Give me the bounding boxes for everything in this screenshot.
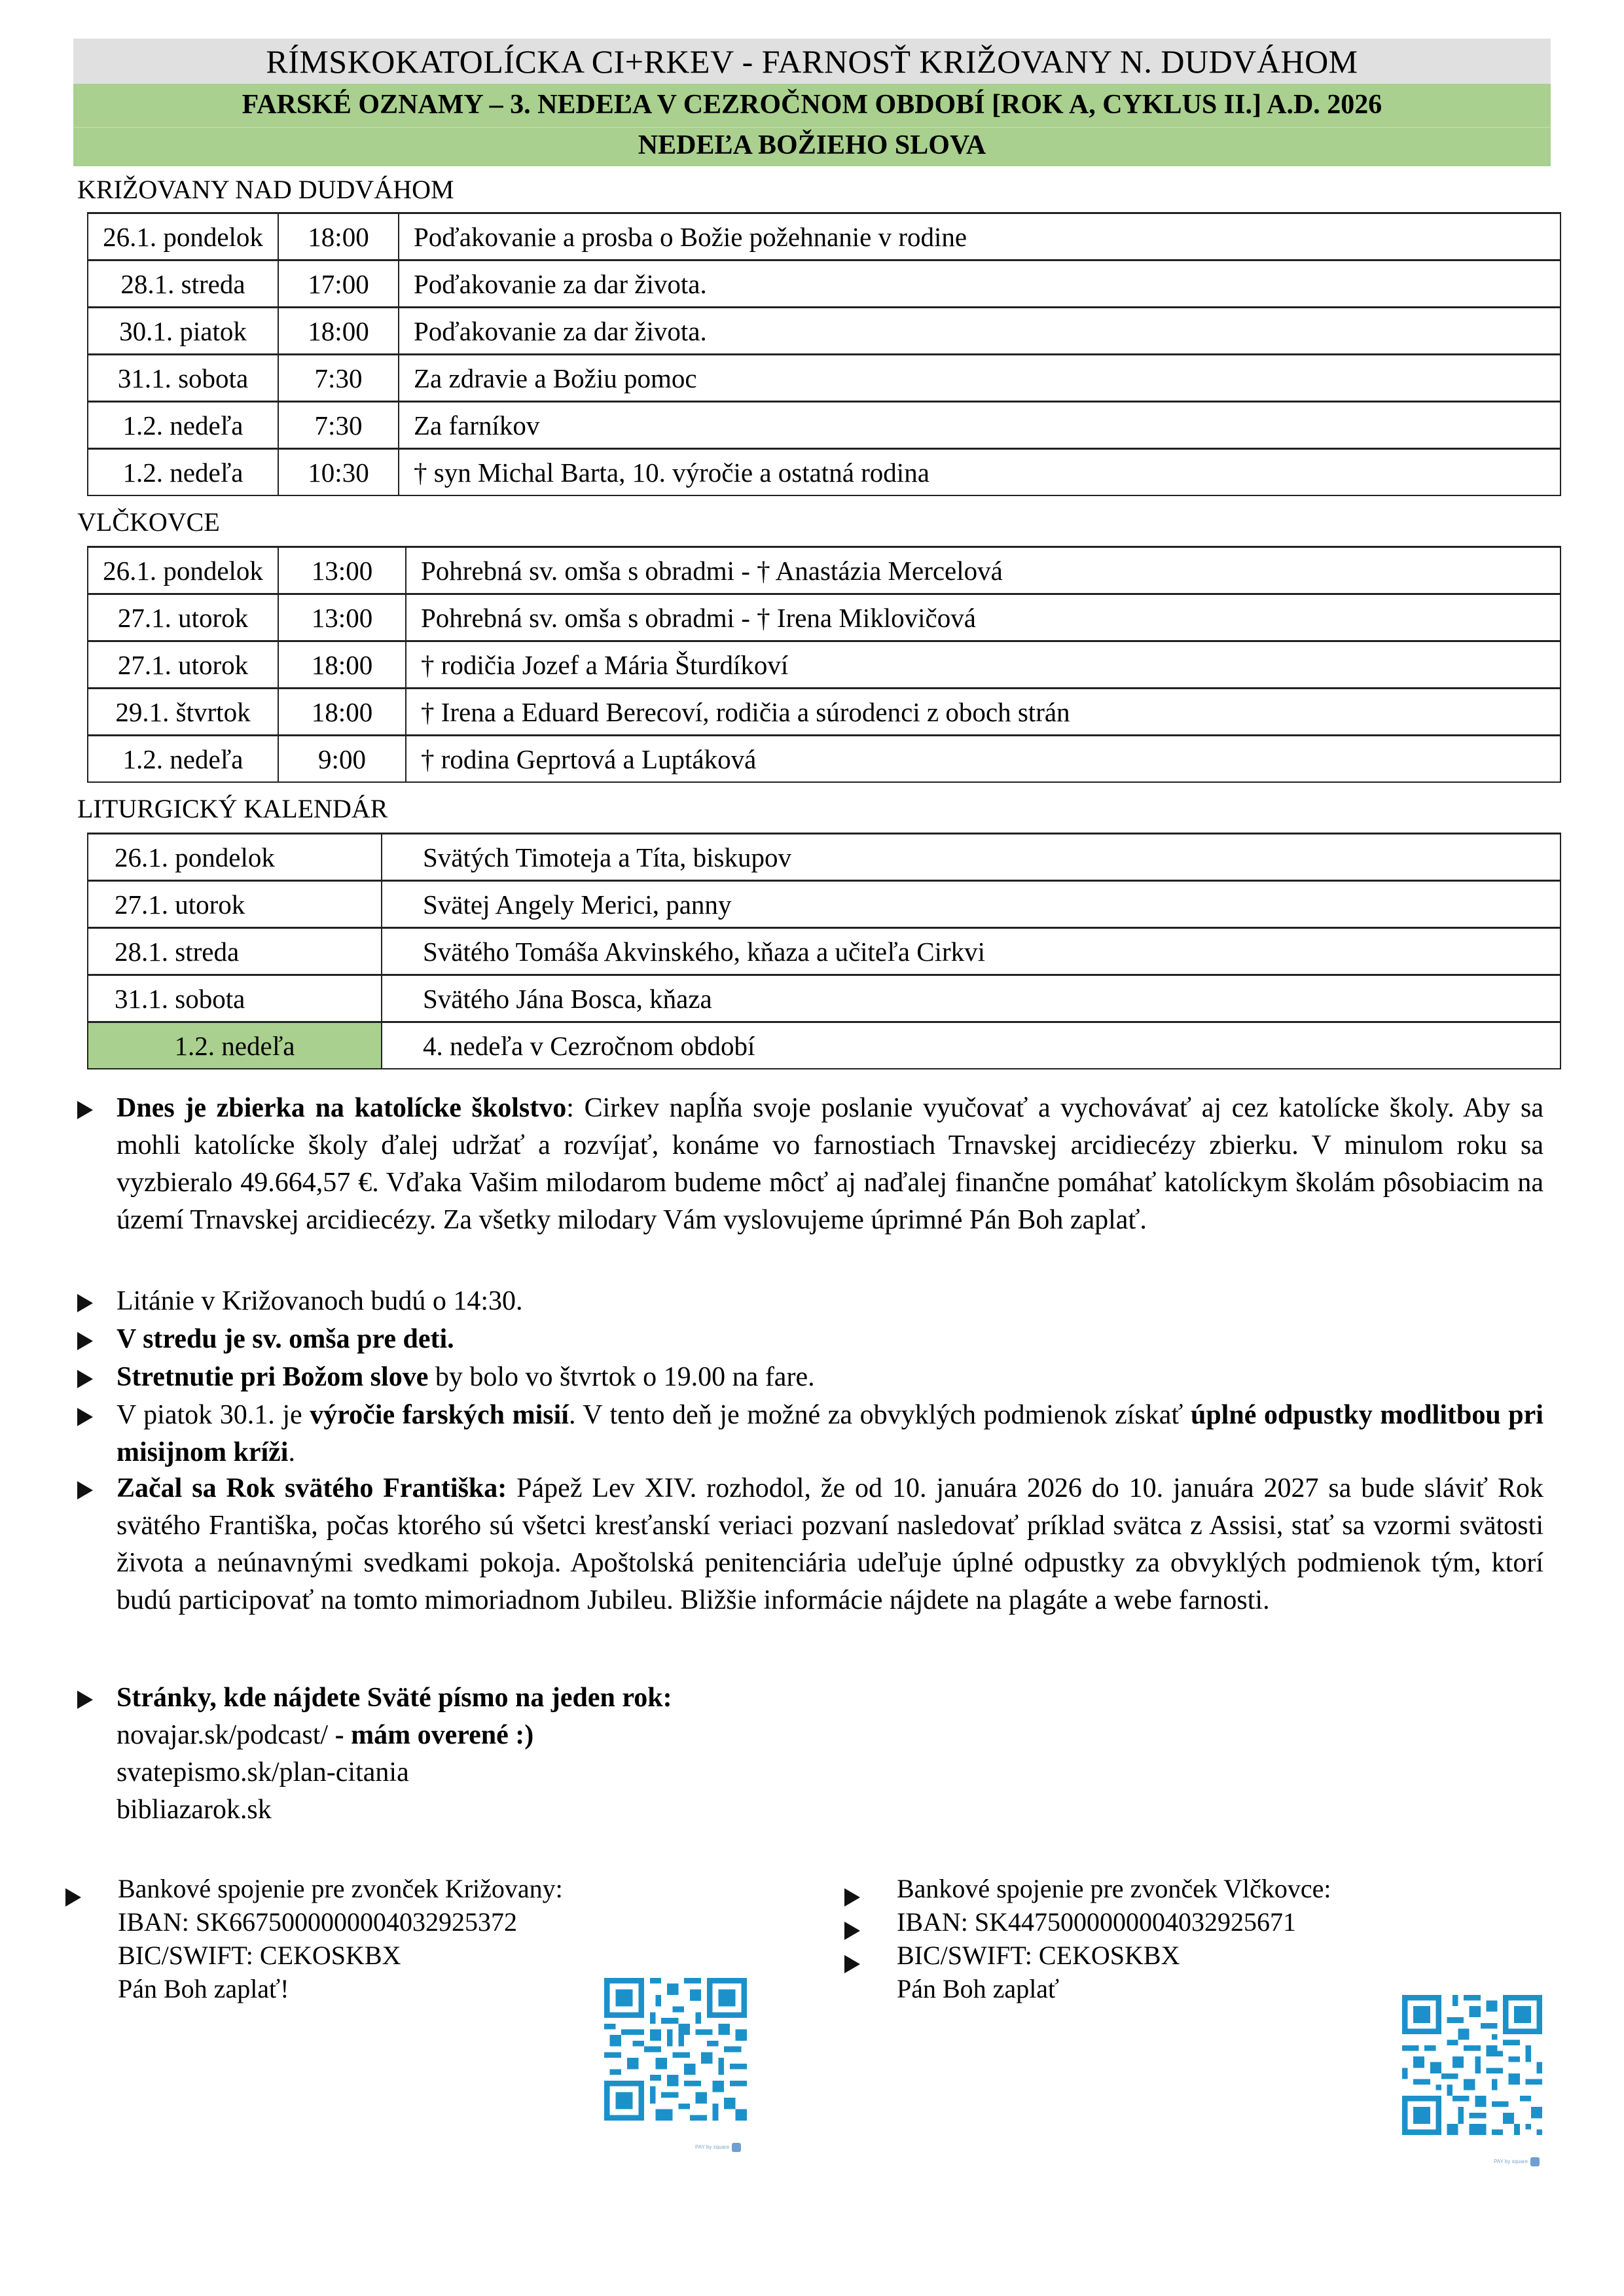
table-row	[88, 641, 1561, 689]
day-cell: 28.1. streda	[88, 260, 278, 308]
day-cell: 31.1. sobota	[88, 355, 278, 402]
intention-cell: † rodina Geprtová a Luptáková	[406, 736, 1561, 783]
time-cell: 9:00	[278, 736, 406, 783]
arrow-bullet-icon	[77, 1397, 103, 1434]
intention-cell: Za farníkov	[399, 402, 1561, 449]
table-row	[88, 260, 1561, 308]
intention-cell: Poďakovanie a prosba o Božie požehnanie v rodine	[399, 213, 1561, 260]
thanks: Pán Boh zaplať!	[118, 1974, 289, 2003]
table-row	[88, 449, 1561, 496]
thanks: Pán Boh zaplať	[897, 1974, 1060, 2003]
announcement-heading: Stránky, kde nájdete Sväté písmo na jeden rok:	[117, 1683, 672, 1713]
parish-title-bar	[73, 39, 1551, 84]
announcement-text: Litánie v Križovanoch budú o 14:30.	[117, 1286, 523, 1316]
intention-cell: † Irena a Eduard Berecoví, rodičia a súrodenci z oboch strán	[406, 689, 1561, 736]
table-row	[88, 689, 1561, 736]
arrow-bullet-icon	[77, 1679, 103, 1717]
time-cell: 10:30	[278, 449, 399, 496]
table-row	[88, 402, 1561, 449]
arrow-bullet-icon	[77, 1470, 103, 1507]
intention-cell: † syn Michal Barta, 10. výročie a ostatná rodina	[399, 449, 1561, 496]
pay-label: PAY by square	[1494, 2159, 1528, 2165]
announcement-text: by bolo vo štvrtok o 19.00 na fare.	[428, 1362, 815, 1392]
link-note: - mám overené :)	[328, 1720, 534, 1750]
announcement-heading: výročie farských misií	[310, 1400, 569, 1430]
announcement-heading: Dnes je zbierka na katolícke školstvo	[117, 1093, 567, 1123]
arrow-bullet-icon	[77, 1359, 103, 1396]
parish-title: RÍMSKOKATOLÍCKA CI+RKEV - FARNOSŤ KRIŽOVANY N. DUDVÁHOM	[266, 43, 1358, 80]
qr-code-vlckovce	[1402, 1995, 1542, 2135]
pay-by-square-icon	[1530, 2157, 1540, 2166]
day-cell: 30.1. piatok	[88, 308, 278, 355]
table-row-highlighted	[88, 1022, 1561, 1069]
section-title-calendar: LITURGICKÝ KALENDÁR	[77, 794, 388, 823]
announcement-missions	[77, 1397, 1543, 1471]
day-cell-highlighted: 1.2. nedeľa	[88, 1022, 382, 1069]
sunday-name: NEDEĽA BOŽIEHO SLOVA	[638, 130, 986, 160]
header-divider	[73, 127, 1551, 128]
time-cell: 13:00	[278, 594, 406, 641]
table-row	[88, 355, 1561, 402]
bank-info-vlckovce	[844, 1872, 1331, 2005]
section-title-krizovany: KRIŽOVANY NAD DUDVÁHOM	[77, 175, 454, 204]
time-cell: 18:00	[278, 641, 406, 689]
intention-cell: Za zdravie a Božiu pomoc	[399, 355, 1561, 402]
pay-by-square-label-krizovany	[695, 2143, 741, 2152]
day-cell: 1.2. nedeľa	[88, 402, 278, 449]
pay-by-square-icon	[732, 2143, 741, 2152]
feast-cell: Svätej Angely Merici, panny	[382, 881, 1561, 928]
feast-cell: 4. nedeľa v Cezročnom období	[382, 1022, 1561, 1069]
qr-code-krizovany	[604, 1978, 747, 2121]
table-row	[88, 834, 1561, 881]
day-cell: 1.2. nedeľa	[88, 449, 278, 496]
time-cell: 17:00	[278, 260, 399, 308]
link-svatepismo[interactable]: svatepismo.sk/plan-citania	[117, 1757, 409, 1787]
announcement-year-of-francis	[77, 1470, 1543, 1619]
link-novajar[interactable]: novajar.sk/podcast/	[117, 1720, 329, 1750]
iban: IBAN: SK6675000000004032925372	[118, 1907, 518, 1937]
announcement-title-bar	[73, 84, 1551, 166]
link-bibliazarok[interactable]: bibliazarok.sk	[117, 1795, 272, 1825]
liturgical-calendar-table	[87, 833, 1561, 1069]
announcement-text: . V tento deň je možné za obvyklých podmienok získať	[568, 1400, 1191, 1430]
announcement-text: V piatok 30.1. je	[117, 1400, 310, 1430]
table-row	[88, 975, 1561, 1022]
table-row	[88, 594, 1561, 641]
bic: BIC/SWIFT: CEKOSKBX	[897, 1941, 1180, 1970]
intention-cell: † rodičia Jozef a Mária Šturdíkoví	[406, 641, 1561, 689]
arrow-bullet-icon	[77, 1090, 103, 1127]
announcement-bible-websites	[77, 1679, 1543, 1829]
time-cell: 18:00	[278, 308, 399, 355]
table-row	[88, 928, 1561, 975]
time-cell: 7:30	[278, 402, 399, 449]
announcement-emphasis: úplné odpustky modlitbou pri misijnom kríži	[117, 1400, 1543, 1467]
table-row	[88, 881, 1561, 928]
arrow-bullet-icon	[77, 1283, 103, 1320]
announcement-title: FARSKÉ OZNAMY – 3. NEDEĽA V CEZROČNOM OBDOBÍ [ROK A, CYKLUS II.] A.D. 2026	[242, 90, 1382, 120]
day-cell: 26.1. pondelok	[88, 834, 382, 881]
announcement-bible-meeting	[77, 1359, 1543, 1396]
table-row	[88, 736, 1561, 783]
feast-cell: Svätých Timoteja a Títa, biskupov	[382, 834, 1561, 881]
day-cell: 26.1. pondelok	[88, 213, 278, 260]
bank-title: Bankové spojenie pre zvonček Križovany:	[118, 1874, 563, 1903]
day-cell: 29.1. štvrtok	[88, 689, 278, 736]
announcement-children-mass	[77, 1321, 1543, 1358]
section-title-vlckovce: VLČKOVCE	[77, 507, 220, 537]
table-row	[88, 213, 1561, 260]
arrow-bullet-icon	[77, 1321, 103, 1358]
intention-cell: Poďakovanie za dar života.	[399, 260, 1561, 308]
bic: BIC/SWIFT: CEKOSKBX	[118, 1941, 401, 1970]
day-cell: 27.1. utorok	[88, 641, 278, 689]
intention-cell: Pohrebná sv. omša s obradmi - † Anastázia Mercelová	[406, 547, 1561, 594]
announcement-text: Pápež Lev XIV. rozhodol, že od 10. januára 2026 do 10. januára 2027 sa bude sláviť Rok svätého Františka, počas ktorého sú všetci kresťanskí veriaci pozvaní nasledovať príklad svätca z Assisi, stať sa vzormi svätosti života a neúnavnými svedkami pokoja. Apoštolská penitenciária udeľuje úplné odpustky za obvyklých podmienok tým, ktorí budú participovať na tomto mimoriadnom Jubileu. Bližšie informácie nájdete na plagáte a webe farnosti.	[117, 1473, 1543, 1615]
day-cell: 31.1. sobota	[88, 975, 382, 1022]
announcement-litanies	[77, 1283, 1543, 1320]
day-cell: 26.1. pondelok	[88, 547, 278, 594]
time-cell: 7:30	[278, 355, 399, 402]
day-cell: 1.2. nedeľa	[88, 736, 278, 783]
pay-by-square-label-vlckovce	[1494, 2157, 1540, 2166]
time-cell: 18:00	[278, 213, 399, 260]
day-cell: 27.1. utorok	[88, 881, 382, 928]
time-cell: 18:00	[278, 689, 406, 736]
pay-label: PAY by square	[695, 2144, 730, 2151]
day-cell: 27.1. utorok	[88, 594, 278, 641]
announcement-text: : Cirkev napĺňa svoje poslanie vyučovať a vychovávať aj cez katolícke školy. Aby sa mohli katolícke školy ďalej udržať a rozvíjať, konáme vo farnostiach Trnavskej arcidiecézy zbierku. V minulom roku sa vyzbieralo 49.664,57 €. Vďaka Vašim milodarom budeme môcť aj naďalej finančne pomáhať katolíckym školám pôsobiacim na území Trnavskej arcidiecézy. Za všetky milodary Vám vyslovujeme úprimné Pán Boh zaplať.	[117, 1093, 1543, 1235]
iban: IBAN: SK4475000000004032925671	[897, 1907, 1297, 1937]
intention-cell: Poďakovanie za dar života.	[399, 308, 1561, 355]
announcement-heading: Stretnutie pri Božom slove	[117, 1362, 429, 1392]
krizovany-mass-table	[87, 212, 1561, 496]
feast-cell: Svätého Tomáša Akvinského, kňaza a učiteľa Cirkvi	[382, 928, 1561, 975]
announcement-heading: Začal sa Rok svätého Františka:	[117, 1473, 507, 1503]
vlckovce-mass-table	[87, 546, 1561, 783]
intention-cell: Pohrebná sv. omša s obradmi - † Irena Miklovičová	[406, 594, 1561, 641]
bank-info-krizovany	[65, 1872, 563, 2005]
announcement-heading: V stredu je sv. omša pre deti.	[117, 1324, 454, 1354]
table-row	[88, 547, 1561, 594]
announcement-text: .	[288, 1437, 295, 1467]
announcement-collection	[77, 1090, 1543, 1239]
day-cell: 28.1. streda	[88, 928, 382, 975]
time-cell: 13:00	[278, 547, 406, 594]
feast-cell: Svätého Jána Bosca, kňaza	[382, 975, 1561, 1022]
table-row	[88, 308, 1561, 355]
bank-title: Bankové spojenie pre zvonček Vlčkovce:	[897, 1874, 1331, 1903]
